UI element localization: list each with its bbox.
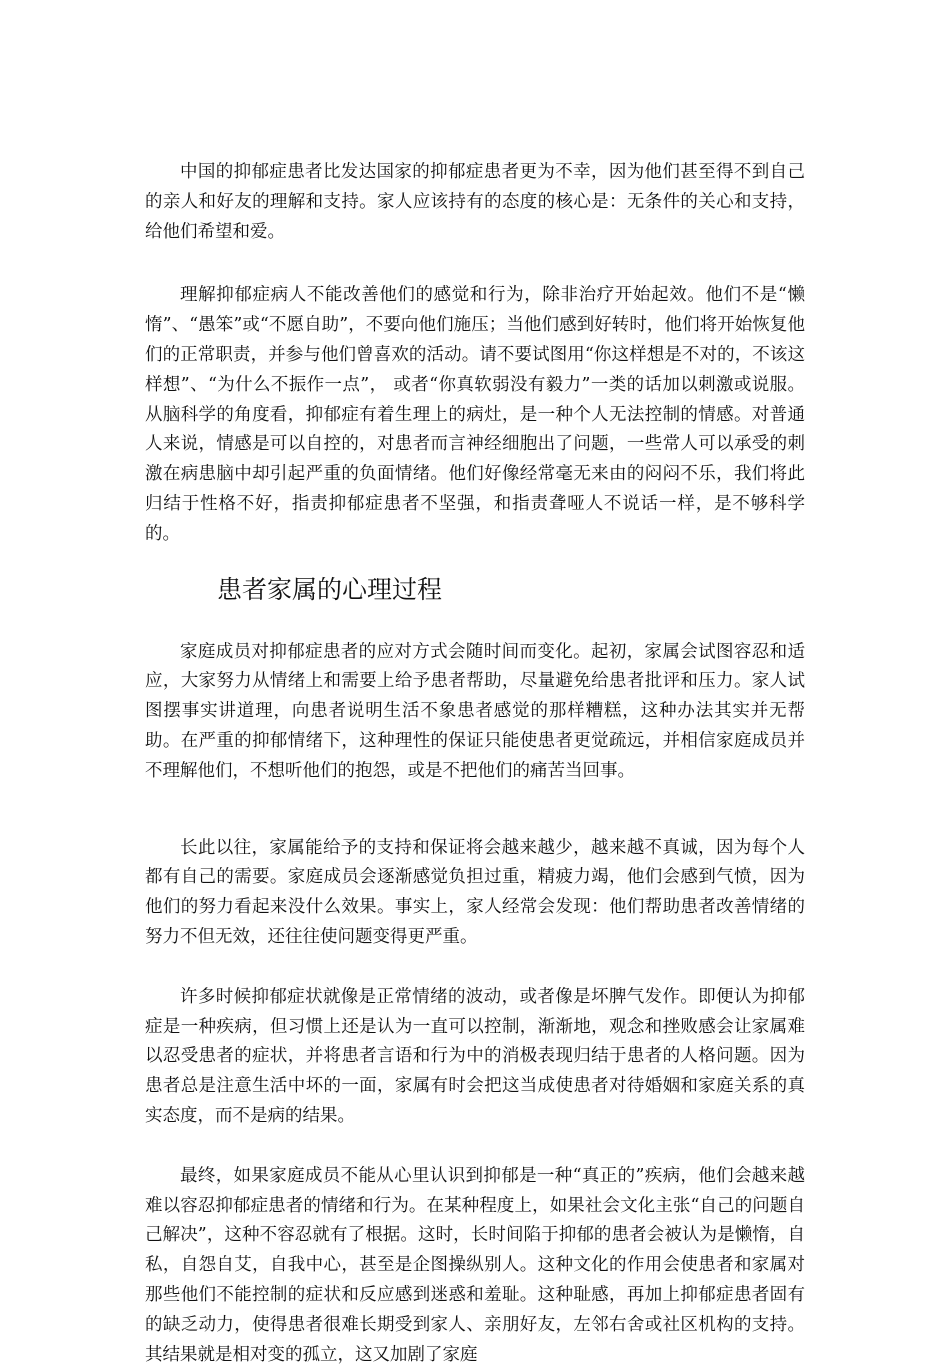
paragraph-section-2: 长此以往，家属能给予的支持和保证将会越来越少，越来越不真诚，因为每个人都有自己的需要。家庭成员会逐渐感觉负担过重，精疲力竭，他们会感到气愤，因为他们的努力看起来没什么效果。事实上，家人经常会发现：他们帮助患者改善情绪的努力不但无效，还往往使问题变得更严重。 — [145, 837, 805, 947]
paragraph-section-1: 家庭成员对抑郁症患者的应对方式会随时间而变化。起初，家属会试图容忍和适应，大家努力从情绪上和需要上给予患者帮助，尽量避免给患者批评和压力。家人试图摆事实讲道理，向患者说明生活不象患者感觉的那样糟糕，这种办法其实并无帮助。在严重的抑郁情绪下，这种理性的保证只能使患者更觉疏远，并相信家庭成员并不理解他们，不想听他们的抱怨，或是不把他们的痛苦当回事。 — [145, 641, 805, 781]
section-heading: 患者家属的心理过程 — [217, 574, 443, 604]
paragraph-intro-2: 理解抑郁症病人不能改善他们的感觉和行为，除非治疗开始起效。他们不是“懒惰”、“愚笨”或“不愿自助”，不要向他们施压；当他们感到好转时，他们将开始恢复他们的正常职责，并参与他们曾喜欢的活动。请不要试图用“你这样想是不对的，不该这样想”、“为什么不振作一点”， 或者“你真软弱没有毅力”一类的话加以刺激或说服。从脑科学的角度看，抑郁症有着生理上的病灶，是一种个人无法控制的情感。对普通人来说，情感是可以自控的，对患者而言神经细胞出了问题，一些常人可以承受的刺激在病患脑中却引起严重的负面情绪。他们好像经常毫无来由的闷闷不乐，我们将此归结于性格不好，指责抑郁症患者不坚强，和指责聋哑人不说话一样，是不够科学的。 — [145, 285, 805, 544]
paragraph-intro-1: 中国的抑郁症患者比发达国家的抑郁症患者更为不幸，因为他们甚至得不到自己的亲人和好友的理解和支持。家人应该持有的态度的核心是：无条件的关心和支持，给他们希望和爱。 — [145, 162, 805, 242]
paragraph-section-3: 许多时候抑郁症状就像是正常情绪的波动，或者像是坏脾气发作。即便认为抑郁症是一种疾病，但习惯上还是认为一直可以控制，渐渐地，观念和挫败感会让家属难以忍受患者的症状，并将患者言语和行为中的消极表现归结于患者的人格问题。因为患者总是注意生活中坏的一面，家属有时会把这当成使患者对待婚姻和家庭关系的真实态度，而不是病的结果。 — [145, 986, 805, 1126]
document-page — [145, 158, 805, 1370]
paragraph-section-4: 最终，如果家庭成员不能从心里认识到抑郁是一种“真正的”疾病，他们会越来越难以容忍抑郁症患者的情绪和行为。在某种程度上，如果社会文化主张“自己的问题自己解决”，这种不容忍就有了根据。这时，长时间陷于抑郁的患者会被认为是懒惰，自私，自怨自艾，自我中心，甚至是企图操纵别人。这种文化的作用会使患者和家属对那些他们不能控制的症状和反应感到迷惑和羞耻。这种耻感，再加上抑郁症患者固有的缺乏动力，使得患者很难长期受到家人、亲朋好友，左邻右舍或社区机构的支持。其结果就是相对变的孤立，这又加剧了家庭 — [145, 1165, 805, 1365]
